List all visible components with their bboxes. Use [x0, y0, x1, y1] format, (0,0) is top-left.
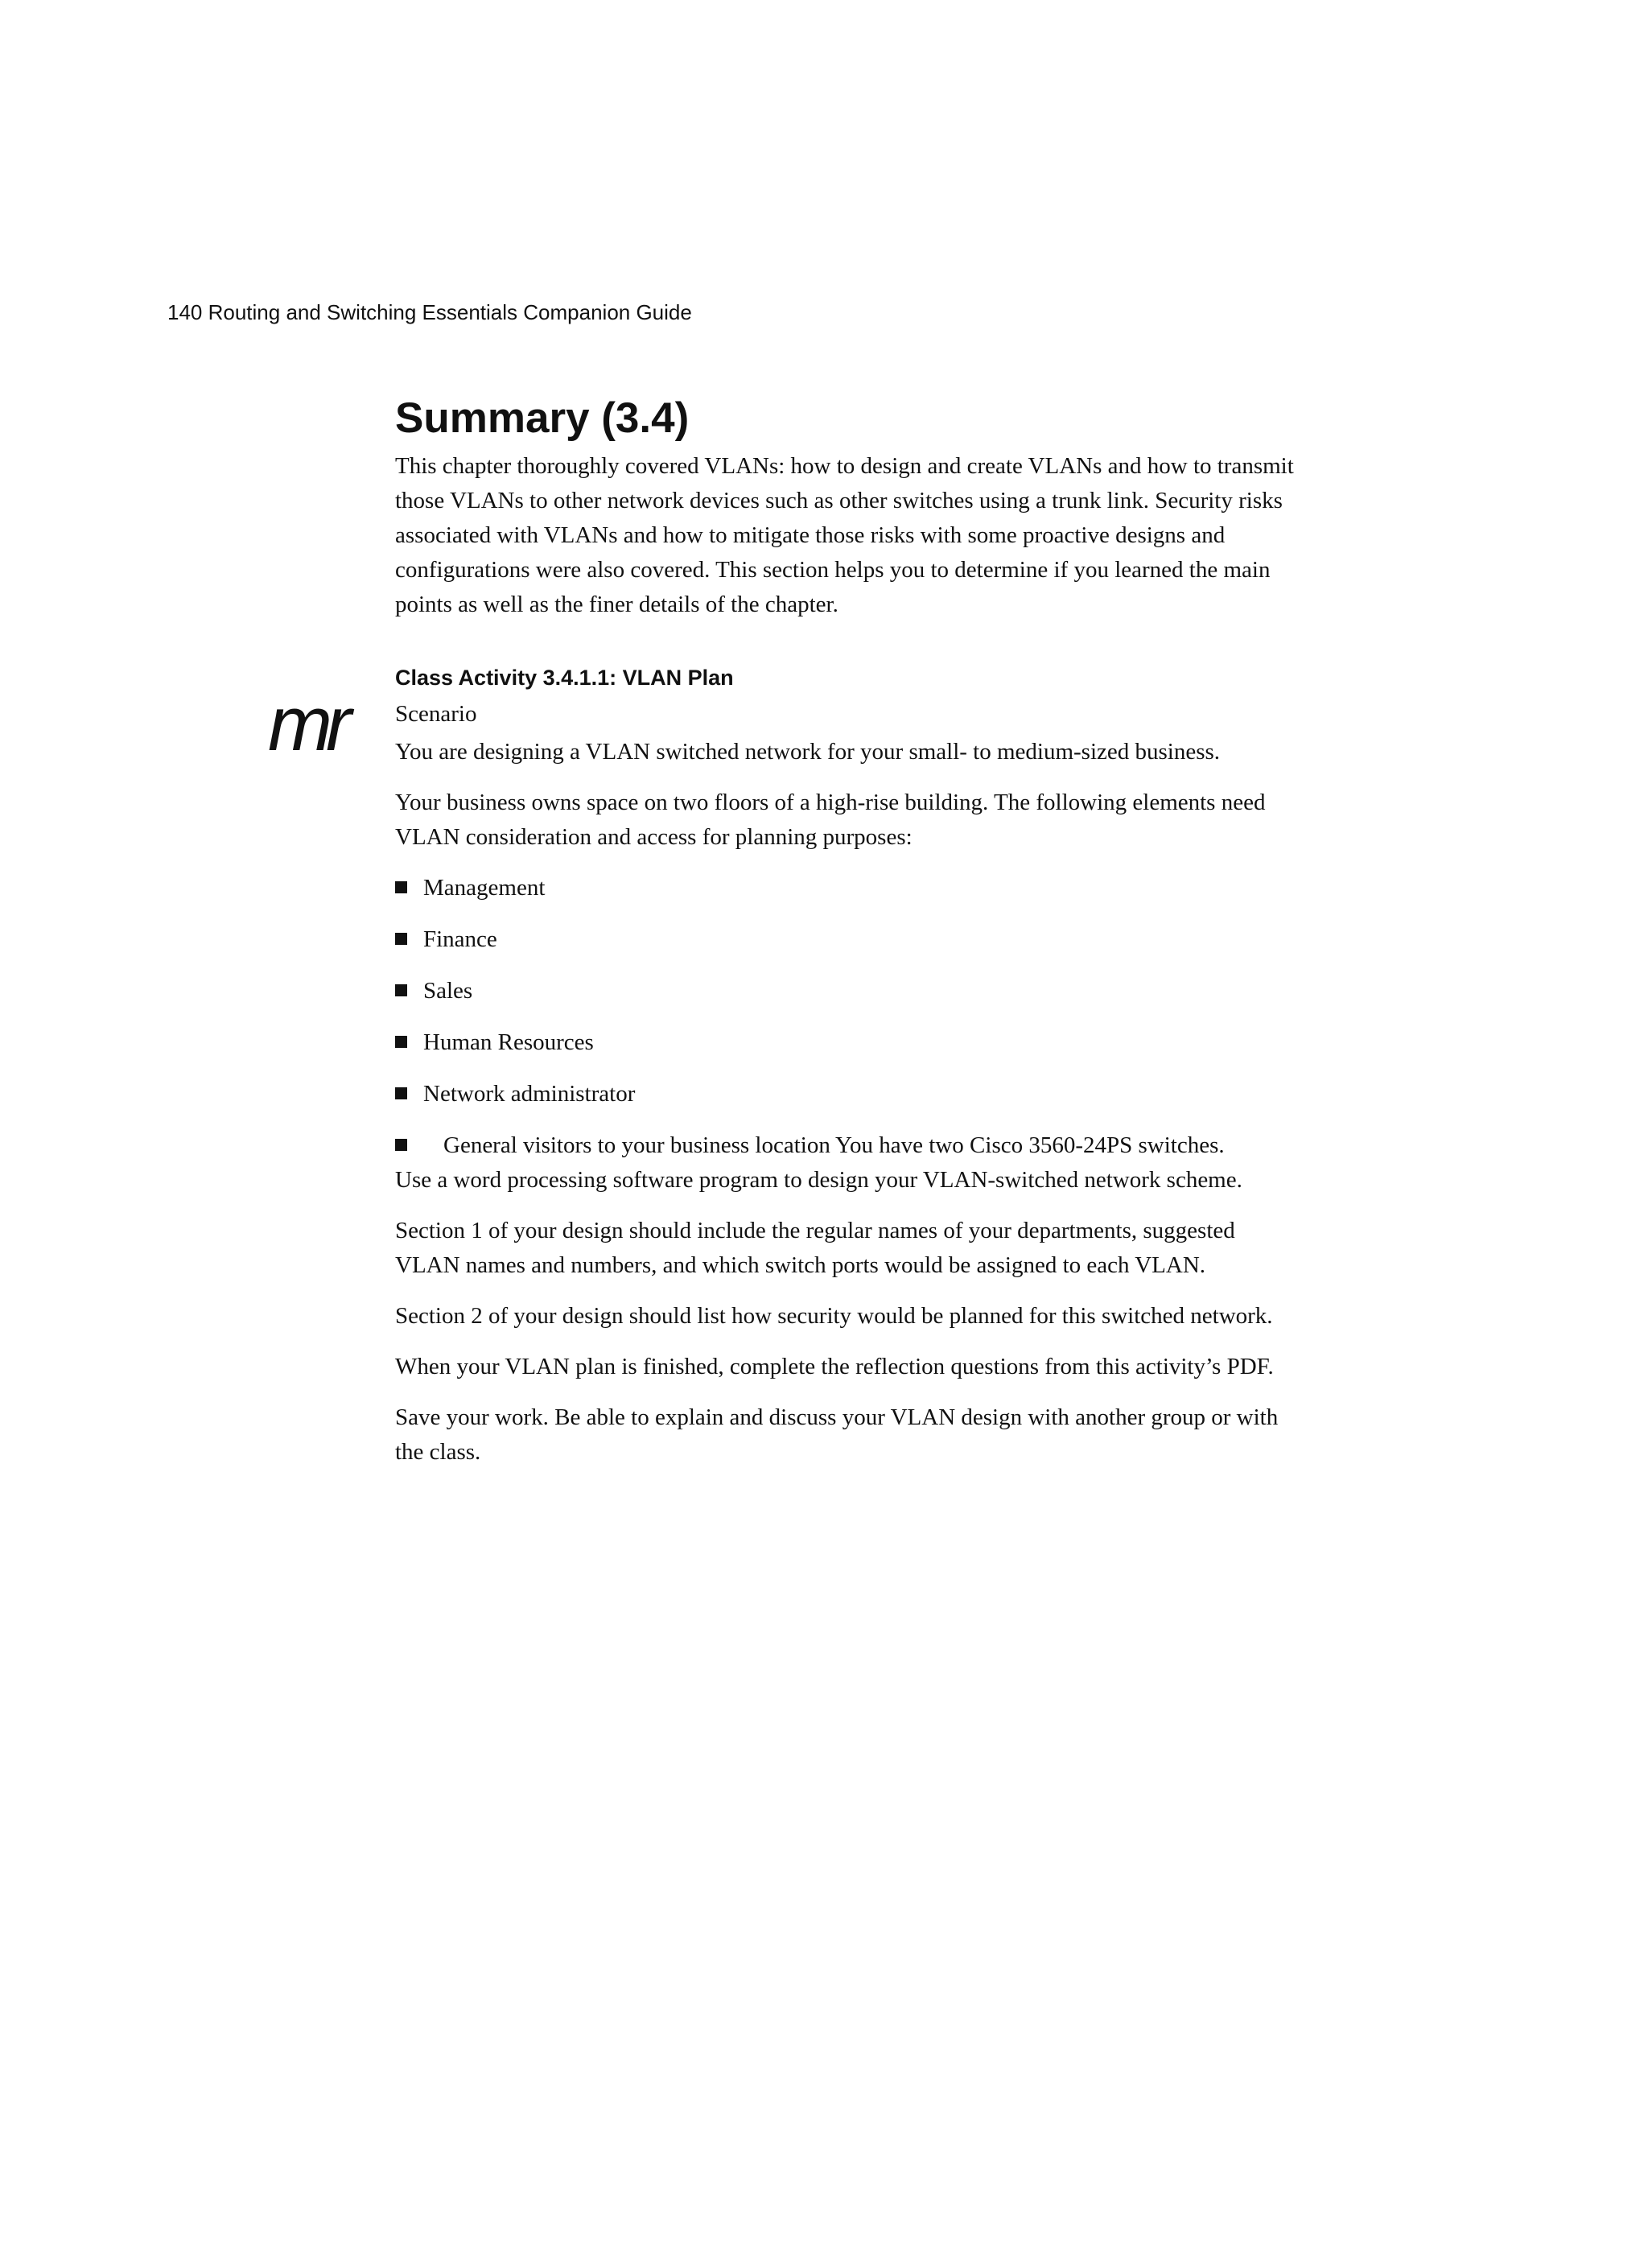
running-head: 140 Routing and Switching Essentials Companion Guide [167, 300, 692, 324]
summary-line-2: those VLANs to other network devices such as other switches using a trunk link. Security risks [395, 488, 1283, 513]
activity-paragraph-4 [395, 1214, 1397, 1283]
activity-paragraph-4-line-2: VLAN names and numbers, and which switch ports would be assigned to each VLAN. [395, 1252, 1206, 1278]
list-item [395, 1025, 1397, 1060]
summary-line-1: This chapter thoroughly covered VLANs: how to design and create VLANs and how to transmit [395, 453, 1294, 479]
summary-line-3: associated with VLANs and how to mitigate those risks with some proactive designs and [395, 522, 1226, 548]
page-content [395, 393, 1397, 1470]
list-item [395, 1128, 1397, 1163]
scenario-label: Scenario [395, 701, 477, 727]
list-item-text: Finance [423, 926, 497, 952]
activity-heading: Class Activity 3.4.1.1: VLAN Plan [395, 666, 734, 690]
summary-line-4: configurations were also covered. This section helps you to determine if you learned the main [395, 557, 1271, 583]
activity-paragraph-2 [395, 786, 1397, 855]
square-bullet-icon [395, 1087, 407, 1099]
square-bullet-icon [395, 881, 407, 893]
class-activity-icon: mr [268, 681, 345, 767]
list-item-text: General visitors to your business location You have two Cisco 3560-24PS switches. [443, 1132, 1225, 1158]
elements-list [395, 871, 1397, 1163]
square-bullet-icon [395, 1036, 407, 1048]
square-bullet-icon [395, 1139, 407, 1151]
section-heading: Summary (3.4) [395, 394, 690, 442]
activity-paragraph-6: When your VLAN plan is finished, complete the reflection questions from this activity’s PDF. [395, 1354, 1274, 1379]
activity-paragraph-2-line-1: Your business owns space on two floors of a high-rise building. The following elements need [395, 790, 1266, 815]
list-item-text: Sales [423, 978, 473, 1004]
activity-paragraph-1: You are designing a VLAN switched network for your small- to medium-sized business. [395, 739, 1221, 765]
list-item [395, 1077, 1397, 1111]
list-item-text: Management [423, 875, 546, 901]
square-bullet-icon [395, 933, 407, 945]
activity-paragraph-2-line-2: VLAN consideration and access for planning purposes: [395, 824, 913, 850]
activity-paragraph-7 [395, 1400, 1397, 1470]
activity-paragraph-7-line-1: Save your work. Be able to explain and discuss your VLAN design with another group or with [395, 1404, 1279, 1430]
activity-paragraph-5: Section 2 of your design should list how security would be planned for this switched network. [395, 1303, 1273, 1329]
activity-paragraph-4-line-1: Section 1 of your design should include the regular names of your departments, suggested [395, 1218, 1235, 1243]
summary-line-5: points as well as the finer details of the chapter. [395, 592, 838, 617]
summary-paragraph [395, 449, 1397, 622]
list-item-text: Network administrator [423, 1081, 636, 1107]
list-item-text: Human Resources [423, 1029, 594, 1055]
activity-paragraph-7-line-2: the class. [395, 1439, 481, 1465]
list-item [395, 974, 1397, 1008]
square-bullet-icon [395, 984, 407, 996]
list-item [395, 871, 1397, 905]
activity-paragraph-3: Use a word processing software program to design your VLAN-switched network scheme. [395, 1167, 1242, 1193]
list-item [395, 922, 1397, 957]
